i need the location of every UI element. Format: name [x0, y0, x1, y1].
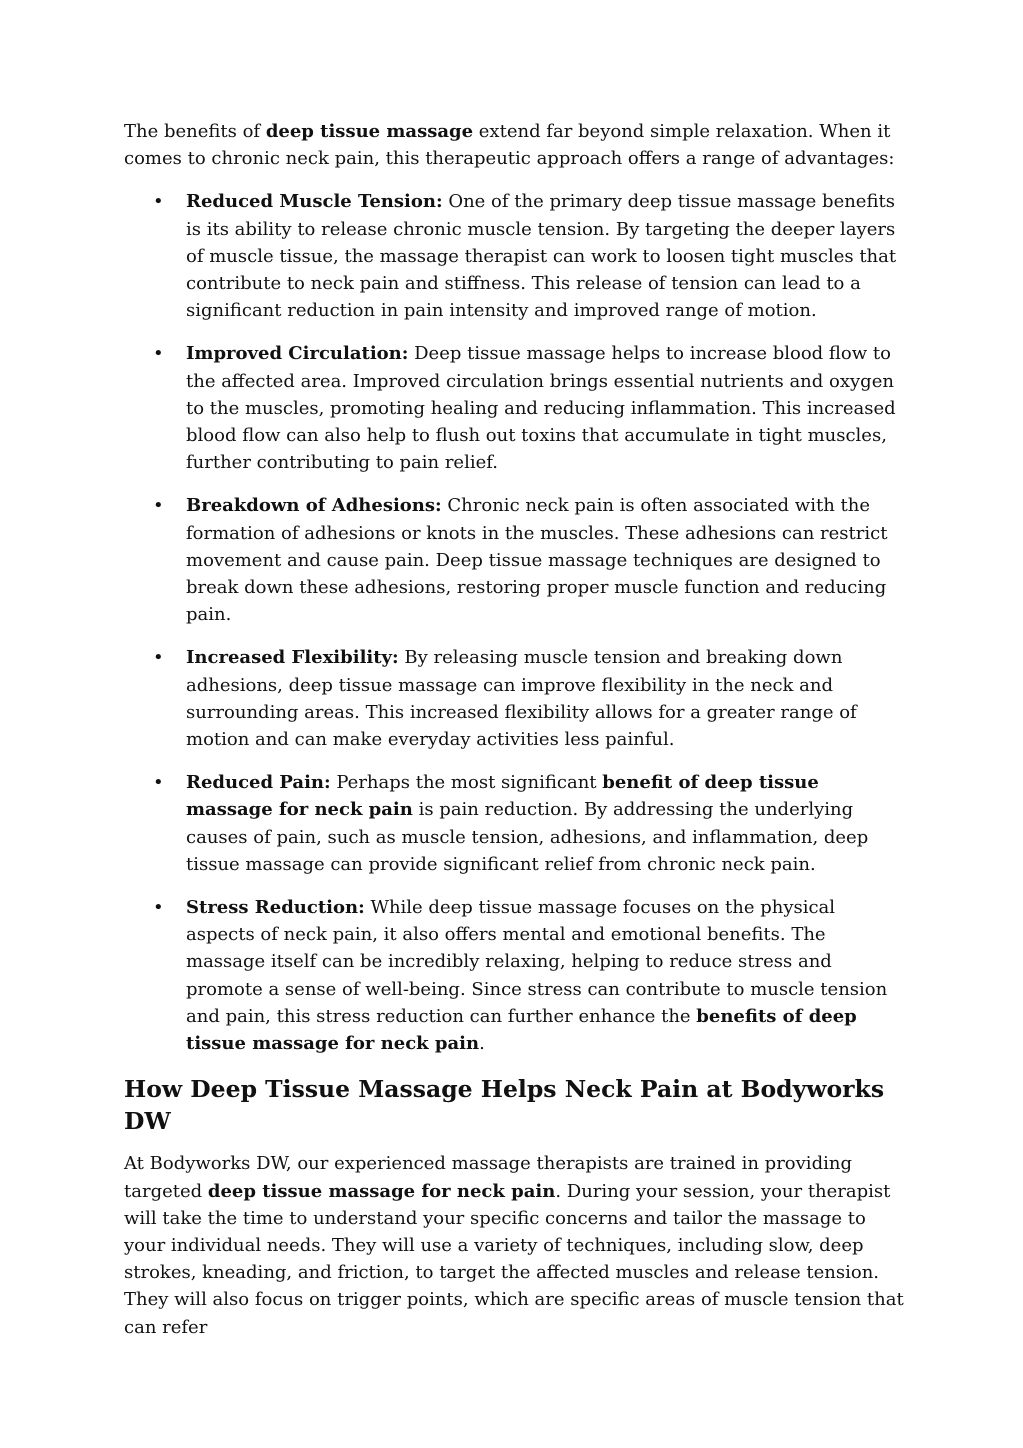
- benefit-text: .: [479, 1033, 485, 1055]
- section-heading: How Deep Tissue Massage Helps Neck Pain at Bodyworks DW: [124, 1075, 885, 1136]
- list-item: [124, 769, 904, 878]
- intro-bold-phrase: deep tissue massage: [265, 121, 474, 142]
- benefit-title: Reduced Pain:: [186, 772, 331, 794]
- bullet-icon: •: [153, 191, 164, 213]
- benefit-title: Stress Reduction:: [186, 897, 365, 919]
- list-item: [124, 188, 904, 324]
- benefit-text: While deep tissue massage focuses on the physical aspects of neck pain, it also offers mental and emotional benefits. The massage itself can be incredibly relaxing, helping to reduce stress and promote a sense of well-being. Since stress can contribute to muscle tension and pain, this stress reduction can further enhance the: [186, 897, 888, 1027]
- intro-paragraph: [124, 118, 904, 172]
- document-page: [124, 118, 904, 1341]
- benefits-list: [124, 188, 904, 1057]
- bullet-icon: •: [153, 647, 164, 669]
- bullet-icon: •: [153, 772, 164, 794]
- benefit-title: Reduced Muscle Tension:: [186, 191, 443, 213]
- benefit-text: By releasing muscle tension and breaking down adhesions, deep tissue massage can improve flexibility in the neck and surrounding areas. This increased flexibility allows for a greater range of motion and can make everyday activities less painful.: [186, 647, 857, 751]
- section-bold-phrase: deep tissue massage for neck pain: [207, 1180, 556, 1202]
- benefit-title: Breakdown of Adhesions:: [186, 495, 442, 517]
- benefit-text: Deep tissue massage helps to increase blood flow to the affected area. Improved circulation brings essential nutrients and oxygen to the muscles, promoting healing and reducing inflammation. This increased blood flow can also help to flush out toxins that accumulate in tight muscles, further contributing to pain relief.: [186, 343, 896, 474]
- benefit-bold-phrase: benefit of deep tissue massage for neck pain: [186, 772, 819, 821]
- intro-text: The benefits of: [124, 121, 266, 142]
- list-item: [124, 894, 904, 1057]
- bullet-icon: •: [153, 343, 164, 365]
- list-item: [124, 644, 904, 753]
- benefit-bold-phrase: benefits of deep tissue massage for neck pain: [186, 1005, 857, 1055]
- bullet-icon: •: [153, 897, 164, 919]
- benefit-text: is pain reduction. By addressing the underlying causes of pain, such as muscle tension, adhesions, and inflammation, deep tissue massage can provide significant relief from chronic neck pain.: [186, 799, 869, 875]
- bullet-icon: •: [153, 495, 164, 517]
- section-text: . During your session, your therapist will take the time to understand your specific concerns and tailor the massage to your individual needs. They will use a variety of techniques, including slow, deep strokes, kneading, and friction, to target the affected muscles and release tension. They will also focus on trigger points, which are specific areas of muscle tension that can refer: [124, 1180, 904, 1338]
- intro-text: extend far beyond simple relaxation. When it comes to chronic neck pain, this therapeutic approach offers a range of advantages:: [124, 121, 895, 170]
- benefit-text: Perhaps the most significant: [330, 772, 603, 794]
- benefit-text: One of the primary deep tissue massage benefits is its ability to release chronic muscle tension. By targeting the deeper layers of muscle tissue, the massage therapist can work to loosen tight muscles that contribute to neck pain and stiffness. This release of tension can lead to a significant reduction in pain intensity and improved range of motion.: [186, 191, 897, 322]
- benefit-text: Chronic neck pain is often associated with the formation of adhesions or knots in the muscles. These adhesions can restrict movement and cause pain. Deep tissue massage techniques are designed to break down these adhesions, restoring proper muscle function and reducing pain.: [186, 495, 888, 626]
- benefit-title: Improved Circulation:: [186, 343, 409, 365]
- list-item: [124, 492, 904, 628]
- list-item: [124, 340, 904, 476]
- benefit-title: Increased Flexibility:: [186, 647, 399, 669]
- section-text: At Bodyworks DW, our experienced massage therapists are trained in providing targeted: [124, 1153, 852, 1202]
- section-paragraph: [124, 1150, 904, 1340]
